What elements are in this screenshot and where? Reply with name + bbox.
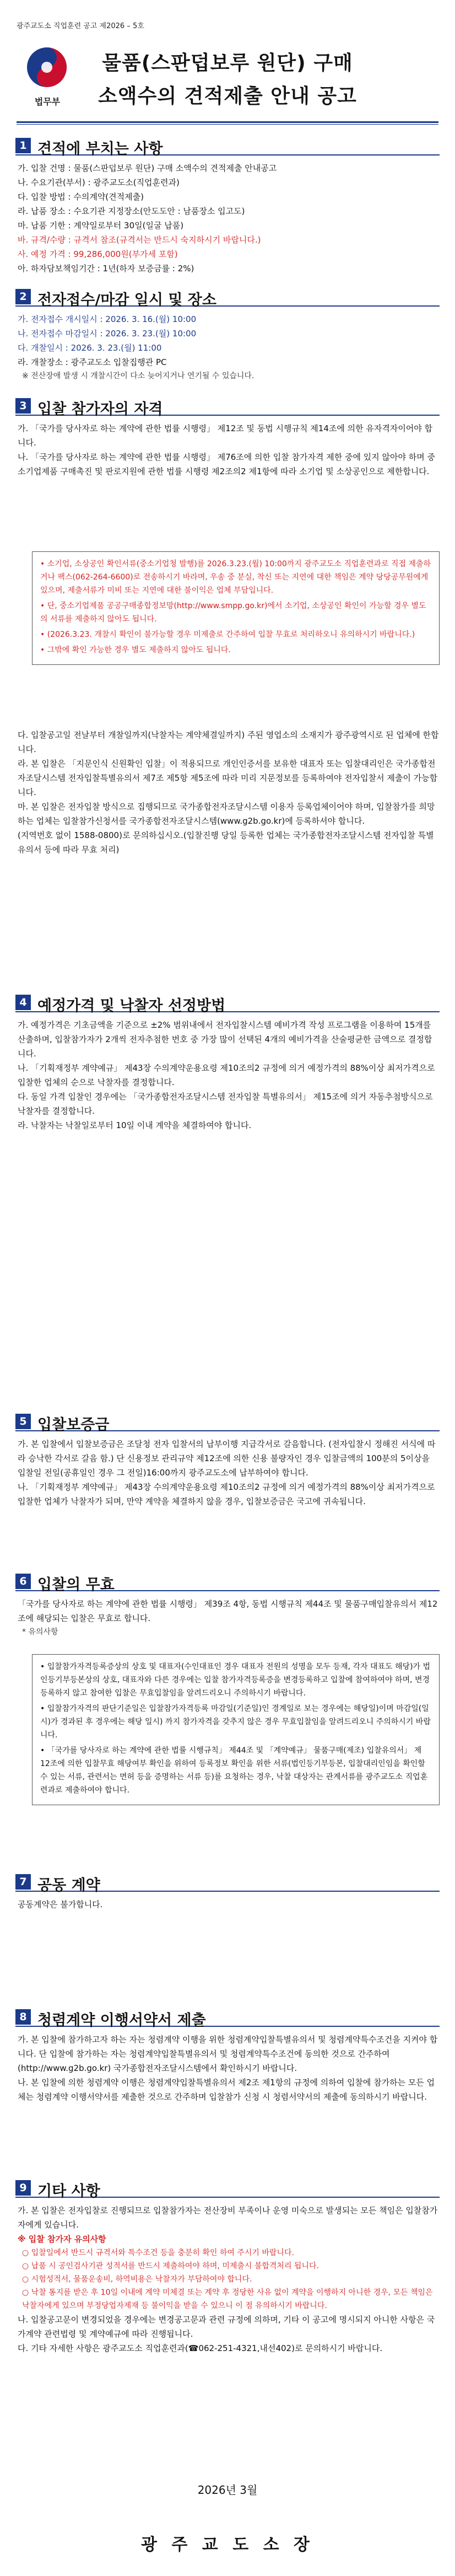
- footer-org: 광 주 교 도 소 장: [140, 2535, 315, 2554]
- section-2: [15, 287, 440, 383]
- list-item: 가. 본 입찰은 전자입찰로 진행되므로 입찰참가자는 전산장비 부족이나 운영 미숙으로 발생되는 모든 책임은 입찰참가자에게 있습니다.: [18, 2205, 438, 2230]
- section-number: 5: [15, 1414, 31, 1429]
- section-number: 3: [15, 398, 31, 414]
- list-item: 나. 「기획재정부 계약예규」 제43장 수의계약운용요령 제10조의2 규정에 의거 예정가격의 88%이상 최저가격으로 입찰한 업체의 순으로 낙찰자를 결정합니다.: [18, 1063, 435, 1087]
- list-item: 가. 예정가격은 기초금액을 기준으로 ±2% 범위내에서 전자입찰시스템 예비가격 작성 프로그램을 이용하여 15개를 산출하며, 입찰참가자가 2개씩 전자추첨한 번호 중 가장 많이 선택된 4개의 예비가격을 산술평균한 금액으로 결정합니다.: [18, 1020, 432, 1059]
- list-item: (지역번호 없이 1588-0800)로 문의하십시오.(입찰진행 당일 등록한 업체는 국가종합전자조달시스템 전자입찰 특별 유의서 등에 따라 무효 처리): [18, 830, 434, 855]
- title-divider-thin: [17, 124, 438, 125]
- section-5: [15, 1412, 440, 1509]
- list-item: 라. 납품 장소 : 수요기관 지정장소(안도도안 : 남품장소 입고도): [18, 206, 245, 216]
- list-item: 나. 본 입찰에 의한 청렴계약 이행은 청렴계약입찰특별유의서 제2조 제1항의 규정에 의하여 입찰에 참가하는 모든 업체는 청렴계약 이행서약서를 제출한 것으로 간주하며 입찰참가 신청 시 청렴서약서의 제출에 동의하시기 바랍니다.: [18, 2078, 435, 2102]
- section-heading: [15, 2007, 440, 2027]
- list-item: 아. 하자담보책임기간 : 1년(하자 보증금률 : 2%): [18, 264, 194, 273]
- section-number: 1: [15, 138, 31, 153]
- note-item: • 입찰참가자격등록증상의 상호 및 대표자(수인대표인 경우 대표자 전원의 성명을 모두 등재, 각자 대표도 해당)가 법인등기부등본상의 상호, 대표자와 다른 경우에는 입찰 참가자격등록증을 변경등록하고 입찰에 참여하여야 하며, 변경등록하지 않고 참여한 입찰은 무효입찰임을 알려드리오니 주의하시기 바랍니다.: [40, 1662, 431, 1698]
- section-1: [15, 136, 440, 276]
- list-item: 나. 「국가를 당사자로 하는 계약에 관한 법률 시행령」 제76조에 의한 입찰 참가자격 제한 중에 있지 않아야 하며 중소기업제품 구매촉진 및 판로지원에 관한 법률 시행령 제2조의2 제1항에 따라 소기업 및 소상공인으로 제한합니다.: [18, 452, 435, 476]
- section-title: 청렴계약 이행서약서 제출: [37, 2012, 206, 2029]
- list-item: 나. 수요기관(부서) : 광주교도소(직업훈련과): [18, 178, 180, 187]
- note-item: • 단, 중소기업제품 공공구매종합정보망(http://www.smpp.go.kr)에서 소기업, 소상공인 확인이 가능할 경우 별도의 서류를 제출하지 않아도 됩니다.: [40, 602, 426, 624]
- section-heading: [15, 396, 440, 416]
- list-item: 다. 기타 자세한 사항은 광주교도소 직업훈련과(☎062-251-4321,내선402)로 문의하시기 바랍니다.: [18, 2343, 383, 2353]
- list-item: 「국가를 당사자로 하는 계약에 관한 법률 시행령」 제39조 4항, 동법 시행규칙 제44조 및 물품구매입찰유의서 제12조에 해당되는 입찰은 무효로 합니다.: [18, 1599, 438, 1623]
- section-title: 기타 사항: [37, 2183, 100, 2200]
- list-item: 다. 동일 가격 입찰인 경우에는 「국가종합전자조달시스템 전자입찰 특별유의서」 제15조에 의거 자동추첨방식으로 낙찰자를 결정합니다.: [18, 1092, 433, 1116]
- section-4: [15, 992, 440, 1133]
- notice-number: 광주교도소 직업훈련 공고 제2026 – 5호: [17, 22, 144, 30]
- note-item: • (2026.3.23. 개찰시 확인이 불가능할 경우 미제출로 간주하여 입찰 무효로 처리하오니 유의하시기 바랍니다.): [40, 630, 415, 639]
- section-title: 예정가격 및 낙찰자 선정방법: [37, 997, 226, 1015]
- section-number: 6: [15, 1574, 31, 1589]
- section-6: [15, 1571, 440, 1639]
- section-heading: [15, 1571, 440, 1591]
- section-3-continued: [15, 728, 440, 857]
- list-item: 바. 규격/수량 : 규격서 참조(규격서는 반드시 숙지하시기 바랍니다.): [18, 235, 261, 245]
- section-number: 9: [15, 2180, 31, 2196]
- section-heading: [15, 136, 440, 158]
- note-item: • 「국가를 당사자로 하는 계약에 관한 법률 시행규칙」 제44조 및 「계약예규」 물품구매(제조) 입찰유의서」 제12조에 의한 입찰무효 해당여부 확인을 위하여 등록정보 확인을 위한 서류(법인등기부등본, 입찰대리인임을 확인할 수 있는 서류, 관련서는 면허 등을 증명하는 서류 등)를 요청하는 경우, 낙찰 대상자는 관계서류를 광주교도소 직업훈련과로 제출하여야 합니다.: [40, 1746, 428, 1795]
- list-item: 가. 본 입찰에 참가하고자 하는 자는 청렴계약 이행을 위한 청렴계약입찰특별유의서 및 청렴계약특수조건을 지켜야 합니다. 단 입찰에 참가하는 자는 청렴계약입찰특별유의서 및 청렴계약특수조건에 동의한 것으로 간주하여(http://www.g2b.go.kr) 국가종합전자조달시스템에서 확인하시기 바랍니다.: [18, 2035, 438, 2073]
- note-item: • 입찰참가자격의 판단기준일은 입찰참가자격등록 마감일(기준일)인 경계일로 보는 경우에는 해당일)이며 마감일(일시)가 경과된 후 경우에는 해당 일시) 까지 참가자격을 갖추지 않은 경우 무효입찰임을 알려드리오니 주의하시기 바랍니다.: [40, 1704, 431, 1740]
- list-item: ※ 전산장애 발생 시 개찰시간이 다소 늦어지거나 연기될 수 있습니다.: [22, 372, 254, 380]
- qualification-notes: [32, 551, 440, 665]
- section-title: 입찰 참가자의 자격: [37, 401, 163, 418]
- list-item: 다. 개찰일시 : 2026. 3. 23.(월) 11:00: [18, 343, 162, 353]
- section-number: 7: [15, 1874, 31, 1890]
- page-title-line2: 소액수의 견적제출 안내 공고: [98, 85, 357, 108]
- list-item: 라. 본 입찰은 「지문인식 신원확인 입찰」이 적용되므로 개인인증서를 보유한 대표자 또는 입찰대리인은 국가종합전자조달시스템 전자입찰특별유의서 제7조 제5항 제5조에 따라 미리 지문정보를 등록하여야 전자입찰서 제출이 가능합니다.: [18, 759, 438, 797]
- title-divider: [17, 121, 438, 123]
- list-item: 나. 「기획재정부 계약예규」 제43장 수의계약운용요령 제10조의2 규정에 의거 예정가격의 88%이상 최저가격으로 입찰한 업체가 낙찰자가 되며, 만약 계약을 체결하지 않을 경우, 입찰보증금은 국고에 귀속됩니다.: [18, 1482, 435, 1506]
- list-item: 다. 입찰공고일 전날부터 개찰일까지(낙찰자는 계약체결일까지) 주된 영업소의 소재지가 광주광역시로 된 업체에 한합니다.: [18, 730, 439, 754]
- section-title: 입찰보증금: [37, 1416, 110, 1434]
- list-item: ○ 입찰일에서 반드시 규격서와 특수조건 등을 충분히 확인 하여 주시기 바랍니다.: [22, 2248, 294, 2257]
- list-item: 마. 본 입찰은 전자입찰 방식으로 집행되므로 국가종합전자조달시스템 이용자 등록업체이어야 하며, 입찰참가를 희망하는 업체는 입찰참가신청서를 국가종합전자조달시스템(www.g2b.go.kr)에 등록하셔야 합니다.: [18, 802, 435, 826]
- list-item: 사. 예정 가격 : 99,286,000원(부가세 포함): [18, 249, 178, 259]
- section-number: 8: [15, 2009, 31, 2025]
- list-item: 나. 입찰공고문이 변경되었을 경우에는 변경공고문과 관련 규정에 의하며, 기타 이 공고에 명시되지 아니한 사항은 국가계약 관련법령 및 계약예규에 따라 진행됩니다.: [18, 2315, 435, 2339]
- list-item: ○ 시험성적서, 물품운송비, 하역비용은 낙찰자가 부담하여야 합니다.: [22, 2275, 252, 2284]
- agency-label: 법무부: [34, 96, 61, 107]
- list-item: 공동계약은 불가합니다.: [18, 1899, 103, 1909]
- list-item: 다. 입찰 방법 : 수의계약(견적제출): [18, 192, 144, 202]
- footer-date: 2026년 3월: [197, 2483, 258, 2497]
- section-number: 2: [15, 289, 31, 304]
- section-heading: [15, 2178, 440, 2198]
- section-number: 4: [15, 995, 31, 1010]
- section-heading: [15, 1412, 440, 1434]
- section-heading: [15, 287, 440, 307]
- list-item: 나. 전자접수 마감일시 : 2026. 3. 23.(월) 10:00: [18, 329, 197, 339]
- list-item: 라. 개찰장소 : 광주교도소 입찰집행관 PC: [18, 357, 167, 367]
- list-item: ○ 납품 시 공인검사기관 성적서를 반드시 제출하여야 하며, 미제출시 불합격처리 됩니다.: [22, 2262, 319, 2271]
- section-9: [15, 2178, 440, 2355]
- section-title: 전자접수/마감 일시 및 장소: [37, 292, 216, 309]
- section-7: [15, 1872, 440, 1912]
- section-title: 입찰의 무효: [37, 1576, 115, 1593]
- section-8: [15, 2007, 440, 2104]
- page-title-line1: 물품(스판덥보루 원단) 구매: [102, 52, 353, 74]
- section-heading: [15, 992, 440, 1015]
- section-3: [15, 396, 440, 479]
- list-item: 가. 전자접수 개시일시 : 2026. 3. 16.(월) 10:00: [18, 314, 197, 324]
- section-title: 견적에 부치는 사항: [37, 141, 163, 158]
- invalid-bid-notes: [32, 1654, 440, 1805]
- list-item: * 유의사항: [22, 1628, 58, 1636]
- note-item: • 그밖에 확인 가능한 경우 별도 제출하지 않아도 됩니다.: [40, 646, 231, 654]
- list-item: ※ 입찰 참가자 유의사항: [18, 2234, 106, 2244]
- list-item: ○ 낙찰 통지를 받은 후 10일 이내에 계약 미체결 또는 계약 후 정당한 사유 없이 계약을 이행하지 아니한 경우, 모든 책임은 낙찰자에게 있으며 부정당업자제재 등 불이익을 받을 수 있으니 이 점 유의하시기 바랍니다.: [22, 2288, 433, 2310]
- list-item: 가. 본 입찰에서 입찰보증금은 조달청 전자 입찰서의 납부이행 지급각서로 갈음합니다. (전자입찰시 정해진 서식에 따라 승낙한 각서로 갈음 함.) 단 신용정보 관리규약 제12조에 의한 신용 불량자인 경우 입찰금액의 100분의 5이상을 입찰일 전일(공휴일인 경우 그 전일)16:00까지 광주교도소에 납부하여야 합니다.: [18, 1439, 436, 1478]
- section-heading: [15, 1872, 440, 1892]
- list-item: 가. 입찰 건명 : 물품(스판덥보루 원단) 구매 소액수의 견적제출 안내공고: [18, 163, 277, 173]
- list-item: 라. 낙찰자는 낙찰일로부터 10일 이내 계약을 체결하여야 합니다.: [18, 1120, 252, 1130]
- section-title: 공동 계약: [37, 1877, 100, 1894]
- list-item: 마. 납품 기한 : 계약일로부터 30일(일굴 납품): [18, 221, 184, 230]
- list-item: 가. 「국가를 당사자로 하는 계약에 관한 법률 시행령」 제12조 및 동법 시행규칙 제14조에 의한 유자격자이어야 합니다.: [18, 423, 433, 448]
- note-item: • 소기업, 소상공인 확인서류(중소기업청 발행)를 2026.3.23.(월) 10:00까지 광주교도소 직업훈련과로 직접 제출하거나 팩스(062-264-6600)로 전송하시기 바라며, 우송 중 분실, 착신 또는 지연에 대한 책임은 계약 당당공무원에게 있으며, 제출서류가 미비 또는 지연에 대한 불이익은 업체 부담입니다.: [40, 560, 431, 595]
